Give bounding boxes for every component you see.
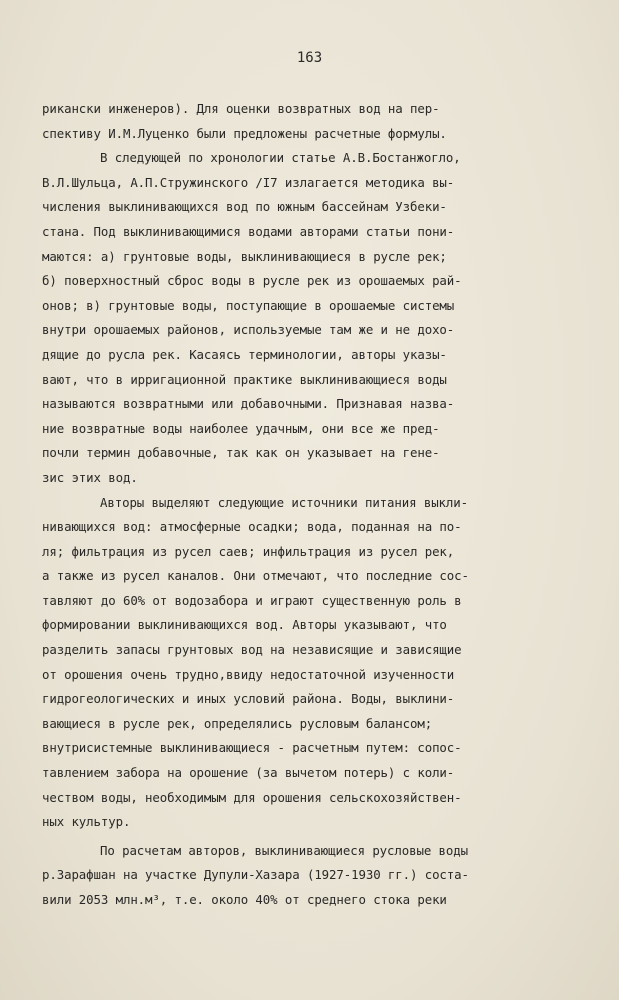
text-line: гидрогеологических и иных условий района. Воды, выклини-: [42, 691, 455, 707]
text-line: спективу И.М.Луценко были предложены расчетные формулы.: [42, 125, 447, 141]
text-line: ных культур.: [42, 814, 131, 830]
text-line: Авторы выделяют следующие источники питания выкли-: [100, 494, 468, 510]
text-line: от орошения очень трудно,ввиду недостаточной изученности: [42, 666, 455, 682]
text-line: вающиеся в русле рек, определялись русловым балансом;: [42, 715, 433, 731]
text-line: вают, что в ирригационной практике выклинивающиеся воды: [42, 371, 447, 387]
body-text: [42, 97, 582, 913]
text-line: дящие до русла рек. Касаясь терминологии, авторы указы-: [42, 346, 447, 362]
text-line: онов; в) грунтовые воды, поступающие в орошаемые системы: [42, 297, 455, 313]
text-line: называются возвратными или добавочными. Признавая назва-: [42, 396, 455, 412]
text-line: числения выклинивающихся вод по южным бассейнам Узбеки-: [42, 199, 447, 215]
text-line: б) поверхностный сброс воды в русле рек из орошаемых рай-: [42, 273, 462, 289]
text-line: внутри орошаемых районов, используемые там же и не дохо-: [42, 322, 455, 338]
text-line: формировании выклинивающихся вод. Авторы указывают, что: [42, 617, 447, 633]
text-line: а также из русел каналов. Они отмечают, что последние сос-: [42, 568, 469, 584]
text-line: разделить запасы грунтовых вод на независящие и зависящие: [42, 642, 462, 658]
page-number: 163: [296, 50, 323, 66]
text-line: рикански инженеров). Для оценки возвратных вод на пер-: [42, 101, 440, 116]
text-line: По расчетам авторов, выклинивающиеся русловые воды: [100, 842, 468, 858]
text-line: В.Л.Шульца, А.П.Стружинского /I7 излагается методика вы-: [42, 174, 455, 190]
text-line: В следующей по хронологии статье А.В.Бостанжогло,: [100, 150, 461, 166]
text-line: р.Зарафшан на участке Дупули-Хазара (1927-1930 гг.) соста-: [42, 867, 469, 883]
text-line: стана. Под выклинивающимися водами авторами статьи пони-: [42, 223, 455, 239]
text-line: тавляют до 60% от водозабора и играют существенную роль в: [42, 592, 462, 608]
text-line: вили 2053 млн.м³, т.е. около 40% от среднего стока реки: [42, 892, 447, 907]
text-line: ние возвратные воды наиболее удачным, они все же пред-: [42, 420, 440, 436]
text-line: почли термин добавочные, так как он указывает на гене-: [42, 445, 440, 461]
text-line: чеством воды, необходимым для орошения сельскохозяйствен-: [42, 789, 462, 805]
text-line: ля; фильтрация из русел саев; инфильтрация из русел рек,: [42, 543, 455, 559]
text-line: зис этих вод.: [42, 469, 138, 485]
text-line: нивающихся вод: атмосферные осадки; вода, поданная на по-: [42, 519, 462, 535]
text-line: маются: а) грунтовые воды, выклинивающиеся в русле рек;: [42, 248, 447, 264]
text-line: внутрисистемные выклинивающиеся - расчетным путем: сопос-: [42, 740, 462, 756]
text-line: тавлением забора на орошение (за вычетом потерь) с коли-: [42, 765, 455, 781]
